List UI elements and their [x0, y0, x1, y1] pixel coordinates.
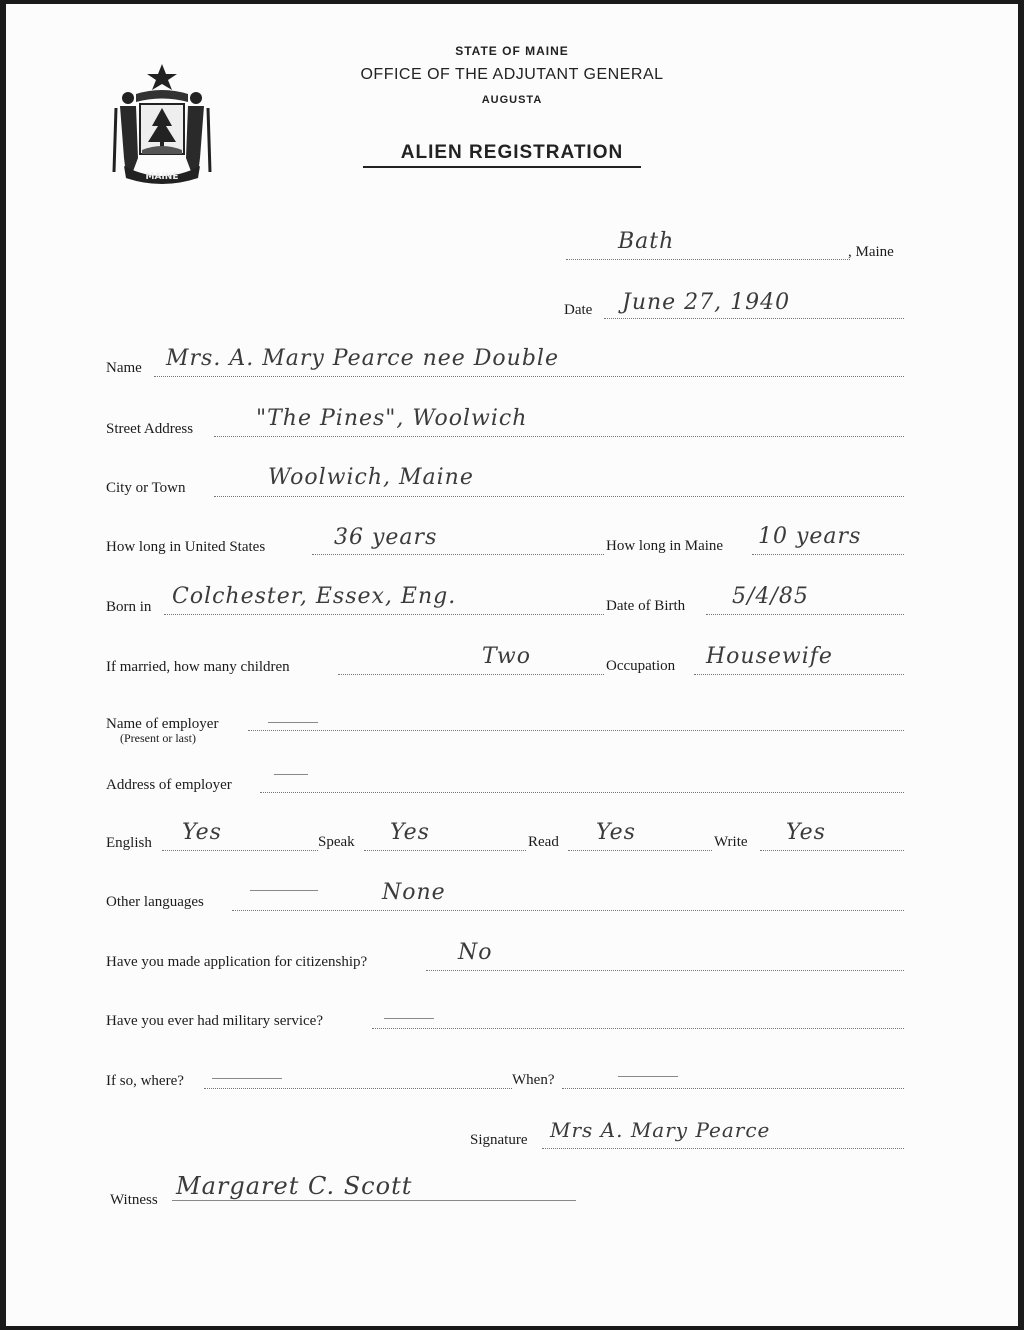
name-label: Name [106, 360, 142, 376]
children-field[interactable] [338, 674, 604, 675]
date-label: Date [564, 302, 593, 318]
how-long-maine-value: 10 years [758, 524, 862, 549]
when-dash [618, 1076, 678, 1077]
city-or-town-value: Woolwich, Maine [268, 465, 474, 490]
other-languages-dash [250, 890, 318, 891]
children-value: Two [482, 644, 531, 669]
speak-field[interactable] [364, 850, 526, 851]
signature-label: Signature [470, 1132, 528, 1148]
military-dash [384, 1018, 434, 1019]
name-field[interactable] [154, 376, 904, 377]
form-title: ALIEN REGISTRATION [400, 142, 624, 163]
town-value: Bath [618, 229, 675, 254]
how-long-us-field[interactable] [312, 554, 604, 555]
svg-text:MAINE: MAINE [145, 172, 179, 182]
how-long-us-label: How long in United States [106, 539, 266, 555]
witness-value: Margaret C. Scott [176, 1172, 413, 1200]
read-field[interactable] [568, 850, 712, 851]
occupation-label: Occupation [606, 658, 676, 674]
write-value: Yes [786, 820, 826, 845]
born-in-value: Colchester, Essex, Eng. [172, 584, 457, 609]
town-field[interactable] [566, 259, 850, 260]
occupation-field[interactable] [694, 674, 904, 675]
street-address-label: Street Address [106, 421, 194, 437]
date-of-birth-value: 5/4/85 [732, 584, 809, 609]
speak-value: Yes [390, 820, 430, 845]
employer-name-label [106, 717, 218, 744]
born-in-label: Born in [106, 599, 152, 615]
maine-label: , Maine [848, 244, 894, 260]
registration-form [6, 4, 1018, 1326]
when-label: When? [512, 1072, 555, 1088]
military-label: Have you ever had military service? [106, 1013, 323, 1029]
how-long-us-value: 36 years [334, 525, 438, 550]
name-value: Mrs. A. Mary Pearce nee Double [166, 346, 559, 371]
employer-name-text: Name of employer [106, 716, 219, 732]
employer-address-dash [274, 774, 308, 775]
read-label: Read [528, 834, 559, 850]
date-value: June 27, 1940 [622, 290, 791, 315]
english-value: Yes [182, 820, 222, 845]
born-in-field[interactable] [164, 614, 604, 615]
other-languages-field[interactable] [232, 910, 904, 911]
city-heading: AUGUSTA [481, 94, 543, 106]
english-label: English [106, 835, 152, 851]
date-of-birth-label: Date of Birth [606, 598, 686, 614]
employer-name-dash [268, 722, 318, 723]
city-or-town-label: City or Town [106, 480, 186, 496]
state-heading: STATE OF MAINE [455, 44, 569, 58]
write-label: Write [714, 834, 748, 850]
military-field[interactable] [372, 1028, 904, 1029]
street-address-value: "The Pines", Woolwich [256, 406, 528, 431]
children-label: If married, how many children [106, 659, 290, 675]
other-languages-value: None [382, 880, 446, 905]
how-long-maine-field[interactable] [752, 554, 904, 555]
signature-value: Mrs A. Mary Pearce [550, 1118, 771, 1142]
date-field[interactable] [604, 318, 904, 319]
read-value: Yes [596, 820, 636, 845]
employer-name-field[interactable] [248, 730, 904, 731]
citizenship-field[interactable] [426, 970, 904, 971]
where-field[interactable] [204, 1088, 512, 1089]
when-field[interactable] [562, 1088, 904, 1089]
city-or-town-field[interactable] [214, 496, 904, 497]
occupation-value: Housewife [706, 644, 833, 669]
english-field[interactable] [162, 850, 318, 851]
speak-label: Speak [318, 834, 355, 850]
where-label: If so, where? [106, 1073, 184, 1089]
other-languages-label: Other languages [106, 894, 204, 910]
write-field[interactable] [760, 850, 904, 851]
office-heading: OFFICE OF THE ADJUTANT GENERAL [360, 66, 664, 83]
street-address-field[interactable] [214, 436, 904, 437]
citizenship-value: No [458, 940, 493, 965]
witness-line [172, 1200, 576, 1201]
employer-address-field[interactable] [260, 792, 904, 793]
where-dash [212, 1078, 282, 1079]
title-underline [363, 166, 641, 168]
how-long-maine-label: How long in Maine [606, 538, 724, 554]
signature-field[interactable] [542, 1148, 904, 1149]
employer-name-note: (Present or last) [120, 731, 196, 745]
employer-address-label: Address of employer [106, 777, 232, 793]
witness-label: Witness [110, 1192, 158, 1208]
citizenship-label: Have you made application for citizenship? [106, 954, 368, 970]
date-of-birth-field[interactable] [706, 614, 904, 615]
